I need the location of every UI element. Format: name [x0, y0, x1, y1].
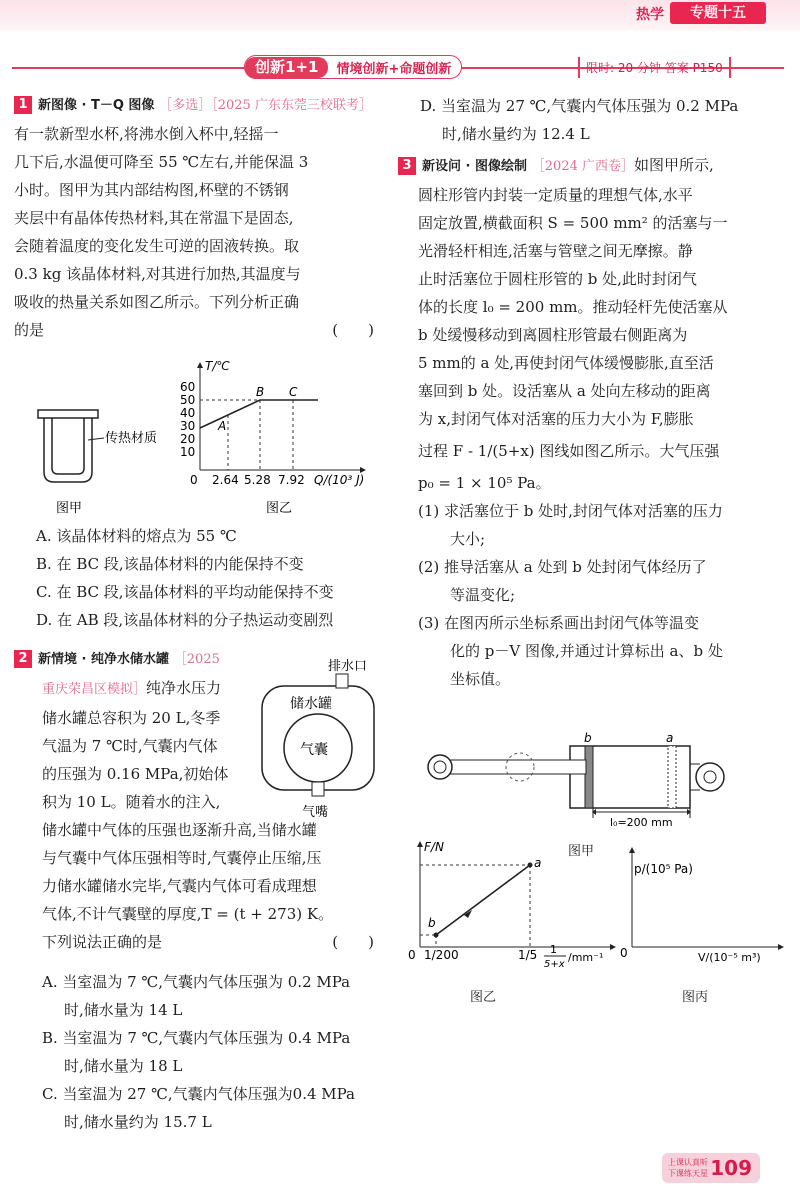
q3-sub1-cont: 大小;: [450, 530, 486, 548]
footer-slogan: 上课认真听 下课练天星: [668, 1158, 708, 1178]
banner-title: 创新1+1: [245, 57, 328, 78]
fig-a-caption: 图甲: [56, 501, 83, 516]
q1-line: 夹层中有晶体传热材料,其在常温下是固态,: [14, 209, 294, 227]
q2-line: 气体,不计气囊壁的厚度,T = (t + 273) K。: [42, 905, 334, 923]
fig3-caption: 图丙: [682, 990, 709, 1005]
q3-fig1-cylinder: [420, 728, 750, 838]
q3-line: 圆柱形管内封装一定质量的理想气体,水平: [418, 186, 693, 204]
q1-answer-blank[interactable]: ( ): [332, 321, 374, 339]
svg-text:30: 30: [180, 419, 196, 433]
nozzle-label: 气嘴: [302, 805, 329, 820]
q1-option-a[interactable]: A. 该晶体材料的熔点为 55 ℃: [36, 527, 237, 545]
fig2-xlabel-unit: /mm⁻¹: [568, 951, 604, 964]
fig-b-xticks: [190, 473, 305, 487]
q2-line: 纯净水压力: [146, 679, 222, 697]
q3-line: 为 x,封闭气体对活塞的压力大小为 F,膨胀: [418, 410, 694, 428]
q2-answer-blank[interactable]: ( ): [332, 933, 374, 951]
q3-line: 如图甲所示,: [634, 156, 714, 174]
q2-options-left: [42, 1080, 382, 1136]
tank-label: 储水罐: [290, 696, 332, 712]
fig2-x1: 1/200: [424, 948, 459, 962]
point-a-label: A: [218, 419, 227, 433]
q2-source-1: ［2025: [173, 652, 220, 667]
q2-option-c[interactable]: C. 当室温为 27 ℃,气囊内气体压强为0.4 MPa: [42, 1085, 355, 1103]
fig3-origin: 0: [620, 946, 628, 960]
banner-subtitle: 情境创新+命题创新: [336, 61, 452, 77]
q3-sub3: (3) 在图丙所示坐标系画出封闭气体等温变: [418, 614, 700, 632]
q3-fig2-graph: [400, 835, 620, 975]
fig-a-label: 传热材质: [105, 431, 158, 446]
q3-sub2: (2) 推导活塞从 a 处到 b 处封闭气体经历了: [418, 558, 707, 576]
q3-line: 固定放置,横截面积 S = 500 mm² 的活塞与一: [418, 214, 728, 232]
svg-text:0: 0: [190, 473, 198, 487]
fig1-a-label: a: [666, 731, 674, 745]
svg-text:2.64: 2.64: [212, 473, 239, 487]
fig2-a-label: a: [534, 856, 542, 870]
q2-line: 的压强为 0.16 MPa,初始体: [42, 765, 229, 783]
point-c-label: C: [289, 385, 298, 399]
svg-text:50: 50: [180, 393, 196, 407]
fig2-x2: 1/5: [518, 948, 538, 962]
q3-line: b 处缓慢移动到离圆柱形管最右侧距离为: [418, 326, 688, 344]
q3-line: 光滑轻杆相连,活塞与管壁之间无摩擦。静: [418, 242, 693, 260]
q2-option-d[interactable]: D. 当室温为 27 ℃,气囊内气体压强为 0.2 MPa: [420, 97, 739, 115]
q3-text: [398, 151, 788, 693]
q2-line: 储水罐总容积为 20 L,冬季: [42, 709, 221, 727]
q1-figures: [30, 360, 370, 520]
q3-line: p₀ = 1 × 10⁵ Pa。: [418, 474, 551, 492]
time-limit: 限时: 20 分钟 答案 P150: [578, 57, 731, 78]
subject-tag: 热学: [636, 7, 664, 23]
airbag-label: 气囊: [300, 742, 328, 758]
drain-label: 排水口: [328, 659, 368, 674]
q2-option-a[interactable]: A. 当室温为 7 ℃,气囊内气体压强为 0.2 MPa: [42, 973, 351, 991]
fig3-xlabel: V/(10⁻⁵ m³): [698, 951, 761, 964]
q1-line: 小时。图甲为其内部结构图,杯壁的不锈钢: [14, 181, 289, 199]
q2-line: 下列说法正确的是: [42, 933, 163, 951]
q2-line: 气温为 7 ℃时,气囊内气体: [42, 737, 218, 755]
q2-options-left-top: [42, 968, 382, 1080]
q3-line: 5 mm的 a 处,再使封闭气体缓慢膨胀,直至活: [418, 354, 714, 372]
q1-option-c[interactable]: C. 在 BC 段,该晶体材料的平均动能保持不变: [36, 583, 334, 601]
fig-b-xlabel: Q/(10³ J): [314, 473, 365, 487]
q1-line: 的是: [14, 321, 45, 339]
q2-number: 2: [14, 650, 32, 668]
fig2-caption: 图乙: [470, 990, 497, 1005]
q2-line: 力储水罐储水完毕,气囊内气体可看成理想: [42, 877, 317, 895]
q1-text: [14, 90, 374, 344]
fig2-xlabel-den: 5+x: [544, 959, 565, 970]
q1-line: 0.3 kg 该晶体材料,对其进行加热,其温度与: [14, 265, 301, 283]
svg-text:60: 60: [180, 380, 196, 394]
q1-line: 几下后,水温便可降至 55 ℃左右,并能保温 3: [14, 153, 309, 171]
q1-options: [36, 522, 381, 634]
svg-text:20: 20: [180, 432, 196, 446]
fig2-origin: 0: [408, 948, 416, 962]
q1-option-b[interactable]: B. 在 BC 段,该晶体材料的内能保持不变: [36, 555, 304, 573]
q2-line: 积为 10 L。随着水的注入,: [42, 793, 221, 811]
fig1-length-label: l₀=200 mm: [610, 816, 673, 829]
svg-text:10: 10: [180, 445, 196, 459]
q2-option-a-cont: 时,储水量为 14 L: [64, 1001, 183, 1019]
fig-b-caption: 图乙: [266, 501, 293, 516]
q2-type: 新情境 · 纯净水储水罐: [38, 652, 169, 667]
q3-sub3-cont: 化的 p－V 图像,并通过计算标出 a、b 处: [450, 642, 723, 660]
q1-number: 1: [14, 96, 32, 114]
q3-sub3-cont: 坐标值。: [450, 670, 511, 688]
svg-text:5.28: 5.28: [244, 473, 271, 487]
svg-text:40: 40: [180, 406, 196, 420]
q3-line: 塞回到 b 处。设活塞从 a 处向左移动的距离: [418, 382, 711, 400]
q3-line: 过程 F - 1/(5+x) 图线如图乙所示。大气压强: [418, 442, 720, 460]
q2-line: 储水罐中气体的压强也逐渐升高,当储水罐: [42, 821, 317, 839]
section-banner: [244, 55, 462, 79]
q3-line: 止时活塞位于圆柱形管的 b 处,此时封闭气: [418, 270, 697, 288]
q1-source: ［多选］［2025 广东东莞三校联考］: [159, 98, 372, 113]
q1-line: 吸收的热量关系如图乙所示。下列分析正确: [14, 293, 300, 311]
t-q-graph: [197, 362, 366, 473]
svg-text:7.92: 7.92: [278, 473, 305, 487]
q2-option-c-cont: 时,储水量约为 15.7 L: [64, 1113, 212, 1131]
q1-line: 会随着温度的变化发生可逆的固液转换。取: [14, 237, 300, 255]
q3-sub1: (1) 求活塞位于 b 处时,封闭气体对活塞的压力: [418, 502, 723, 520]
fig2-xlabel-num: 1: [550, 943, 557, 956]
q3-line: 体的长度 l₀ = 200 mm。推动轻杆先使活塞从: [418, 298, 728, 316]
fig3-ylabel: p/(10⁵ Pa): [634, 862, 693, 876]
fig1-b-label: b: [584, 731, 592, 745]
fig-b-ylabel: T/℃: [205, 359, 230, 373]
q3-sub2-cont: 等温变化;: [450, 586, 516, 604]
q1-type: 新图像 · T－Q 图像: [38, 98, 155, 113]
q1-option-d[interactable]: D. 在 AB 段,该晶体材料的分子热运动变剧烈: [36, 611, 334, 629]
fig2-ylabel: F/N: [424, 840, 444, 854]
q2-option-b-cont: 时,储水量为 18 L: [64, 1057, 183, 1075]
cup-diagram: [38, 410, 104, 482]
q2-option-d-cont: 时,储水量约为 12.4 L: [442, 125, 590, 143]
fig-b-yticks: [180, 380, 195, 459]
q2-line: 与气囊中气体压强相等时,气囊停止压缩,压: [42, 849, 322, 867]
q3-type: 新设问 · 图像绘制: [422, 159, 527, 174]
fig1-caption: 图甲: [568, 844, 595, 859]
fig2-b-label: b: [428, 916, 436, 930]
q2-option-b[interactable]: B. 当室温为 7 ℃,气囊内气体压强为 0.4 MPa: [42, 1029, 351, 1047]
q3-number: 3: [398, 157, 416, 175]
q3-fig3-axes[interactable]: [618, 845, 788, 975]
page-number: 109: [710, 1156, 752, 1180]
q1-line: 有一款新型水杯,将沸水倒入杯中,轻摇一: [14, 125, 279, 143]
topic-tag: 专题十五: [670, 2, 766, 24]
point-b-label: B: [256, 385, 265, 399]
q3-source: ［2024 广西卷］: [531, 159, 634, 174]
q2-options-right: [420, 92, 780, 148]
q2-source-2: 重庆荣昌区模拟］: [42, 682, 147, 697]
q2-tank-figure: [250, 659, 390, 823]
